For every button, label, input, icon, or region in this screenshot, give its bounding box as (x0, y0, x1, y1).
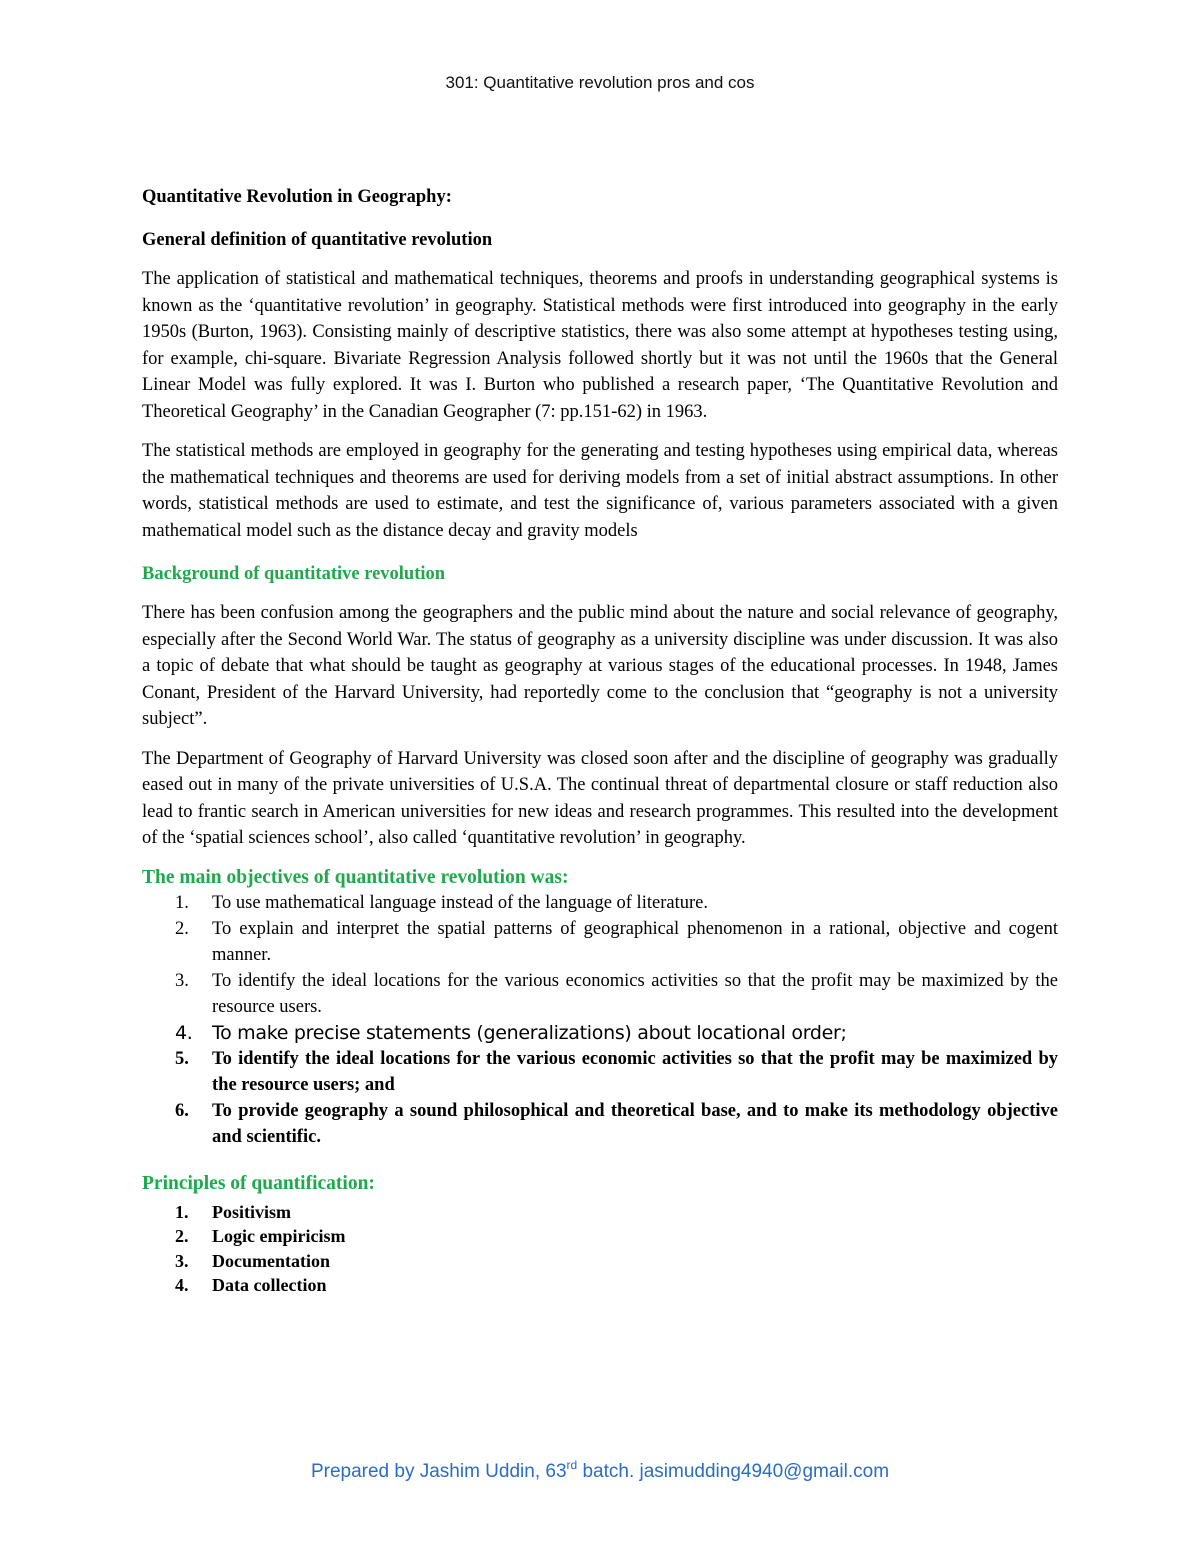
list-number: 4. (175, 1275, 189, 1295)
list-number: 1. (175, 1201, 189, 1222)
definition-paragraph-2: The statistical methods are employed in geography for the generating and testing hypotheses using empirical data, whereas the mathematical techniques and theorems are used for deriving models from a set of initial abstract assumptions. In other words, statistical methods are used to estimate, and test the significance of, various parameters associated with a given mathematical model such as the distance decay and gravity models (142, 441, 1058, 541)
footer-prefix: Prepared by Jashim Uddin, 63 (310, 1461, 567, 1482)
background-heading: Background of quantitative revolution (142, 564, 446, 584)
document-title: Quantitative Revolution in Geography: (142, 187, 452, 207)
list-number: 2. (175, 1226, 189, 1246)
footer-email-text: batch. jasimudding4940@gmail.com (577, 1461, 890, 1482)
list-number: 3. (175, 970, 189, 991)
background-paragraph-1: There has been confusion among the geographers and the public mind about the nature and social relevance of geography, especially after the Second World War. The status of geography as a university discipline was under discussion. It was also a topic of debate that what should be taught as geography at various stages of the educational processes. In 1948, James Conant, President of the Harvard University, had reportedly come to the conclusion that “geography is not a university subject”. (142, 603, 1058, 729)
list-number: 3. (175, 1250, 189, 1271)
list-item-text: Data collection (212, 1275, 327, 1295)
list-item-text: To use mathematical language instead of the language of literature. (212, 892, 708, 913)
list-item-text: To make precise statements (generalizations) about locational order; (212, 1021, 847, 1044)
list-number: 1. (175, 892, 189, 913)
list-item (142, 890, 1058, 916)
list-item (142, 1098, 1058, 1150)
principles-heading: Principles of quantification: (142, 1172, 375, 1194)
list-item (142, 968, 1058, 1020)
list-item (142, 1273, 1058, 1298)
list-item (142, 1200, 1058, 1225)
list-item-text: To identify the ideal locations for the various economics activities so that the profit may be maximized by the resource users. (212, 970, 1058, 1017)
definition-heading: General definition of quantitative revolution (142, 230, 493, 250)
definition-paragraph-1: The application of statistical and mathematical techniques, theorems and proofs in understanding geographical systems is known as the ‘quantitative revolution’ in geography. Statistical methods were first introduced into geography in the early 1950s (Burton, 1963). Consisting mainly of descriptive statistics, there was also some attempt at hypotheses testing using, for example, chi-square. Bivariate Regression Analysis followed shortly but it was not until the 1960s that the General Linear Model was fully explored. It was I. Burton who published a research paper, ‘The Quantitative Revolution and Theoretical Geography’ in the Canadian Geographer (7: pp.151-62) in 1963. (142, 269, 1058, 422)
list-item-text: To identify the ideal locations for the various economic activities so that the profit may be maximized by the resource users; and (212, 1048, 1058, 1095)
document-body (142, 180, 1058, 1298)
list-item (142, 1224, 1058, 1249)
list-item (142, 1249, 1058, 1274)
list-item-text: Documentation (212, 1250, 330, 1271)
page-header: 301: Quantitative revolution pros and cos (445, 73, 755, 92)
list-item (142, 1046, 1058, 1098)
list-item (142, 916, 1058, 968)
list-number: 2. (175, 918, 189, 939)
list-number: 5. (175, 1048, 189, 1069)
list-number: 6. (175, 1100, 189, 1121)
list-number: 4. (175, 1021, 193, 1044)
list-item-text: To explain and interpret the spatial patterns of geographical phenomenon in a rational, objective and cogent manner. (212, 918, 1058, 965)
footer-superscript: rd (566, 1458, 578, 1472)
list-item-text: Logic empiricism (212, 1226, 346, 1246)
principles-list (142, 1200, 1058, 1298)
list-item-text: Positivism (212, 1201, 291, 1222)
background-paragraph-2: The Department of Geography of Harvard University was closed soon after and the discipline of geography was gradually eased out in many of the private universities of U.S.A. The continual threat of departmental closure or staff reduction also lead to frantic search in American universities for new ideas and research programmes. This resulted into the development of the ‘spatial sciences school’, also called ‘quantitative revolution’ in geography. (142, 748, 1058, 848)
list-item-text: To provide geography a sound philosophical and theoretical base, and to make its methodology objective and scientific. (212, 1100, 1058, 1147)
objectives-heading: The main objectives of quantitative revolution was: (142, 866, 569, 888)
list-item (142, 1020, 1058, 1046)
objectives-list (142, 890, 1058, 1150)
page-footer (0, 1458, 1200, 1483)
